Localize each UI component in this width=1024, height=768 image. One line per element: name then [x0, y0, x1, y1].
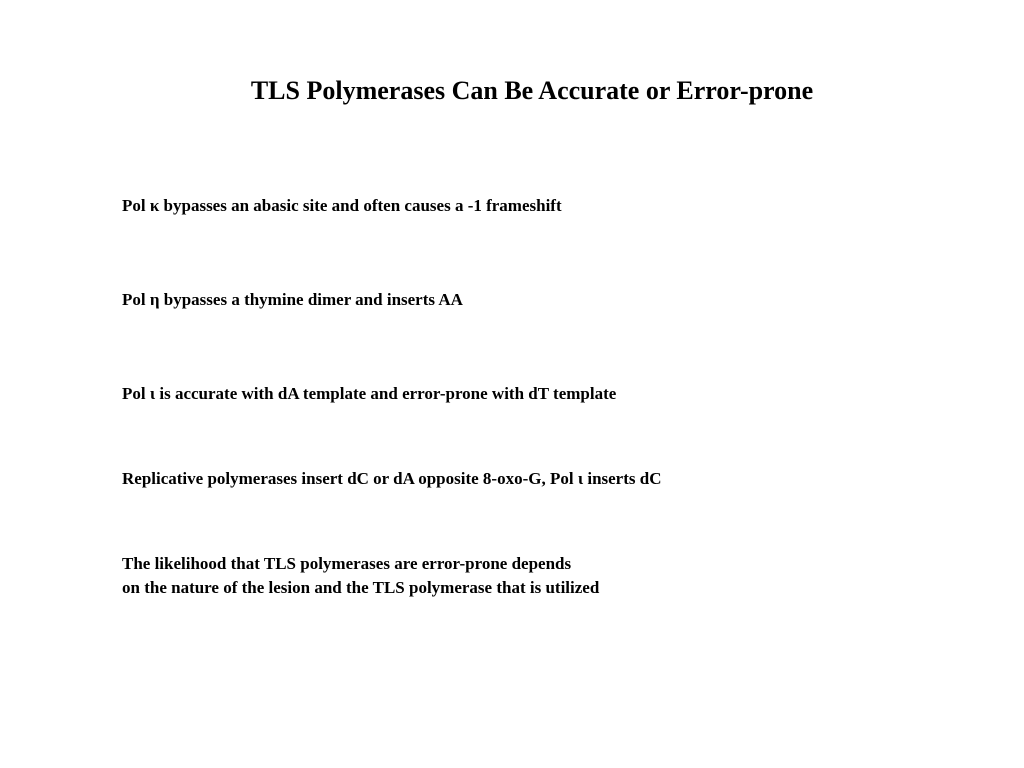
statement-pol-eta: Pol η bypasses a thymine dimer and inserts AA [122, 290, 463, 309]
statement-replicative-polymerases: Replicative polymerases insert dC or dA opposite 8-oxo-G, Pol ι inserts dC [122, 469, 662, 488]
slide-title: TLS Polymerases Can Be Accurate or Error-prone [250, 76, 814, 105]
conclusion-line-2: on the nature of the lesion and the TLS polymerase that is utilized [122, 578, 600, 597]
conclusion-line-1: The likelihood that TLS polymerases are error-prone depends [122, 554, 572, 573]
statement-pol-iota: Pol ι is accurate with dA template and error-prone with dT template [122, 384, 617, 403]
conclusion [122, 552, 599, 600]
statement-pol-kappa: Pol κ bypasses an abasic site and often causes a -1 frameshift [122, 196, 562, 215]
